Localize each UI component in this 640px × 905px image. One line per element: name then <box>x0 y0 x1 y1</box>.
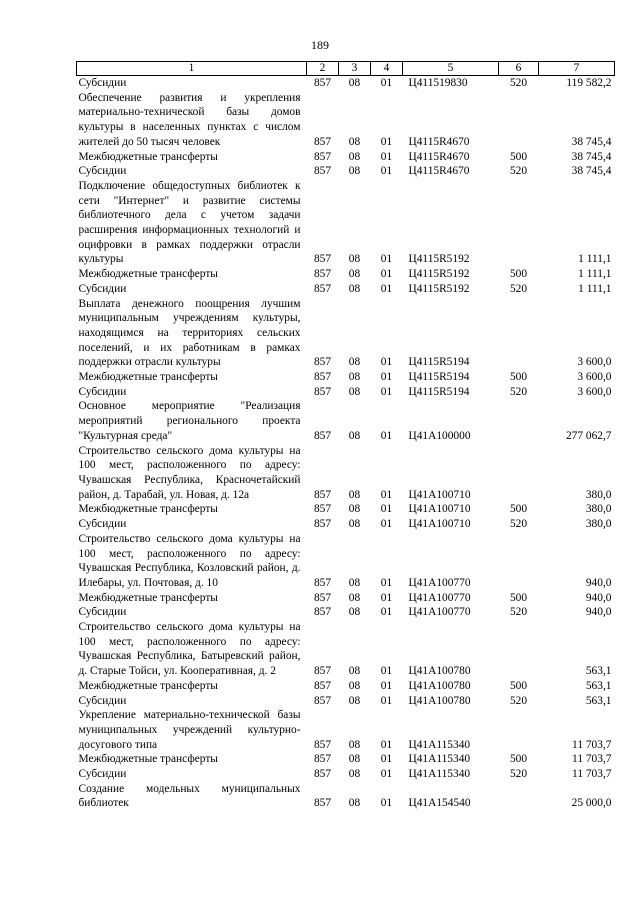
row-target-article: Ц4115R5192 <box>408 282 470 295</box>
row-subsection-code: 01 <box>380 77 393 89</box>
row-target-article: Ц4115R5194 <box>408 371 470 384</box>
row-name: Субсидии <box>78 768 127 781</box>
row-amount: 11 703,7 <box>572 738 612 751</box>
row-ministry-code: 857 <box>313 738 332 751</box>
table-row <box>77 399 615 443</box>
row-amount: 38 745,4 <box>571 165 612 178</box>
row-ministry-code: 857 <box>313 135 332 148</box>
row-target-article: Ц41A100780 <box>408 694 471 707</box>
row-target-article: Ц41A100770 <box>408 591 471 604</box>
row-target-article: Ц4115R5194 <box>408 385 470 398</box>
row-name: Выплата денежного поощрения лучшим муниципальным учреждениям культуры, находящимся на территориях сельских поселений, и их работникам в рамках поддержки отрасли культуры <box>78 297 301 369</box>
row-ministry-code: 857 <box>313 150 332 163</box>
table-row <box>77 620 615 679</box>
row-ministry-code: 857 <box>313 488 332 501</box>
row-amount: 119 582,2 <box>566 77 612 89</box>
row-subsection-code: 01 <box>380 165 393 178</box>
row-amount: 11 703,7 <box>572 768 612 781</box>
row-amount: 38 745,4 <box>571 135 612 148</box>
row-subsection-code: 01 <box>380 150 393 163</box>
row-name: Межбюджетные трансферты <box>78 591 218 604</box>
row-target-article: Ц4115R4670 <box>408 150 470 163</box>
row-subsection-code: 01 <box>380 797 393 810</box>
header-col-3: 3 <box>339 62 371 76</box>
row-amount: 11 703,7 <box>572 753 612 766</box>
row-target-article: Ц41A115340 <box>408 738 471 751</box>
row-expense-type: 520 <box>509 694 528 707</box>
row-subsection-code: 01 <box>380 606 393 619</box>
row-target-article: Ц41A115340 <box>408 768 471 781</box>
row-section-code: 08 <box>348 356 361 369</box>
table-row <box>77 282 615 297</box>
row-target-article: Ц41A100770 <box>408 606 471 619</box>
header-col-1: 1 <box>77 62 307 76</box>
row-expense-type <box>499 532 539 591</box>
row-section-code: 08 <box>348 768 361 781</box>
row-section-code: 08 <box>348 282 361 295</box>
row-amount: 380,0 <box>585 518 612 531</box>
row-subsection-code: 01 <box>380 135 393 148</box>
row-ministry-code: 857 <box>313 165 332 178</box>
row-name: Субсидии <box>78 282 127 295</box>
row-expense-type: 500 <box>509 371 528 384</box>
table-row <box>77 605 615 620</box>
row-section-code: 08 <box>348 371 361 384</box>
row-amount: 380,0 <box>585 503 612 516</box>
page-number: 189 <box>311 38 329 52</box>
row-subsection-code: 01 <box>380 665 393 678</box>
row-target-article: Ц4115R5192 <box>408 253 470 266</box>
row-ministry-code: 857 <box>313 753 332 766</box>
row-subsection-code: 01 <box>380 738 393 751</box>
row-target-article: Ц41A100710 <box>408 503 471 516</box>
row-amount: 38 745,4 <box>571 150 612 163</box>
row-target-article: Ц41A100770 <box>408 576 471 589</box>
row-target-article: Ц41A100710 <box>408 488 471 501</box>
table-row <box>77 767 615 782</box>
table-row <box>77 297 615 371</box>
row-ministry-code: 857 <box>313 356 332 369</box>
row-amount: 563,1 <box>585 665 612 678</box>
row-subsection-code: 01 <box>380 282 393 295</box>
row-expense-type <box>499 708 539 752</box>
row-expense-type: 520 <box>509 768 528 781</box>
row-section-code: 08 <box>348 385 361 398</box>
table-row <box>77 532 615 591</box>
row-expense-type <box>499 782 539 811</box>
row-amount: 1 111,1 <box>578 253 612 266</box>
row-section-code: 08 <box>348 503 361 516</box>
row-name: Субсидии <box>78 165 127 178</box>
table-row <box>77 267 615 282</box>
table-row <box>77 370 615 385</box>
row-name: Субсидии <box>78 518 127 531</box>
header-col-7: 7 <box>539 62 615 76</box>
row-name: Субсидии <box>78 694 127 707</box>
row-name: Строительство сельского дома культуры на 100 мест, расположенного по адресу: Чувашская Республика, Батыревский район, д. Старые Тойси, ул. Кооперативная, д. 2 <box>78 621 301 678</box>
row-ministry-code: 857 <box>313 503 332 516</box>
row-ministry-code: 857 <box>313 371 332 384</box>
table-row <box>77 91 615 150</box>
row-amount: 1 111,1 <box>578 282 612 295</box>
row-section-code: 08 <box>348 165 361 178</box>
row-ministry-code: 857 <box>313 429 332 442</box>
row-expense-type: 500 <box>509 679 528 692</box>
header-col-2: 2 <box>307 62 339 76</box>
row-ministry-code: 857 <box>313 606 332 619</box>
row-name: Межбюджетные трансферты <box>78 268 218 281</box>
row-name: Субсидии <box>78 606 127 619</box>
row-target-article: Ц41A100000 <box>408 429 471 442</box>
table-row <box>77 517 615 532</box>
row-section-code: 08 <box>348 268 361 281</box>
row-subsection-code: 01 <box>380 385 393 398</box>
row-section-code: 08 <box>348 135 361 148</box>
row-amount: 940,0 <box>585 606 612 619</box>
row-name: Межбюджетные трансферты <box>78 371 218 384</box>
row-section-code: 08 <box>348 576 361 589</box>
row-name: Создание модельных муниципальных библиотек <box>78 782 301 810</box>
table-row <box>77 694 615 709</box>
row-name: Основное мероприятие "Реализация мероприятий регионального проекта "Культурная среда" <box>78 400 301 442</box>
row-name: Межбюджетные трансферты <box>78 150 218 163</box>
row-name: Строительство сельского дома культуры на 100 мест, расположенного по адресу: Чувашская Республика, Красночетайский район, д. Тарабай, ул. Новая, д. 12а <box>78 444 301 501</box>
row-section-code: 08 <box>348 738 361 751</box>
row-expense-type <box>499 444 539 503</box>
row-subsection-code: 01 <box>380 679 393 692</box>
row-expense-type: 520 <box>509 385 528 398</box>
row-ministry-code: 857 <box>313 282 332 295</box>
row-amount: 380,0 <box>585 488 612 501</box>
budget-table <box>76 61 615 811</box>
table-header <box>77 62 615 76</box>
row-target-article: Ц41A100710 <box>408 518 471 531</box>
row-subsection-code: 01 <box>380 253 393 266</box>
table-row <box>77 782 615 811</box>
table-row <box>77 150 615 165</box>
row-expense-type <box>499 620 539 679</box>
row-ministry-code: 857 <box>313 679 332 692</box>
row-expense-type: 500 <box>509 591 528 604</box>
row-target-article: Ц411519830 <box>408 77 468 89</box>
table-row <box>77 708 615 752</box>
row-ministry-code: 857 <box>313 268 332 281</box>
row-ministry-code: 857 <box>313 694 332 707</box>
row-amount: 563,1 <box>585 679 612 692</box>
row-name: Межбюджетные трансферты <box>78 679 218 692</box>
row-subsection-code: 01 <box>380 518 393 531</box>
row-amount: 3 600,0 <box>577 371 612 384</box>
row-target-article: Ц4115R5194 <box>408 356 470 369</box>
row-section-code: 08 <box>348 694 361 707</box>
row-section-code: 08 <box>348 77 361 89</box>
row-ministry-code: 857 <box>313 665 332 678</box>
row-target-article: Ц41A115340 <box>408 753 471 766</box>
row-expense-type: 500 <box>509 753 528 766</box>
table-row <box>77 164 615 179</box>
row-subsection-code: 01 <box>380 488 393 501</box>
row-ministry-code: 857 <box>313 797 332 810</box>
header-row <box>77 62 615 76</box>
row-section-code: 08 <box>348 253 361 266</box>
row-section-code: 08 <box>348 150 361 163</box>
row-name: Субсидии <box>78 77 127 89</box>
table-row <box>77 502 615 517</box>
row-section-code: 08 <box>348 518 361 531</box>
row-amount: 25 000,0 <box>571 797 612 810</box>
row-name: Подключение общедоступных библиотек к сети "Интернет" и развитие системы библиотечного дела с учетом задачи расширения информационных технологий и оцифровки в рамках поддержки отрасли культуры <box>78 179 301 266</box>
row-section-code: 08 <box>348 429 361 442</box>
row-amount: 3 600,0 <box>577 385 612 398</box>
row-section-code: 08 <box>348 679 361 692</box>
row-expense-type: 500 <box>509 268 528 281</box>
row-name: Укрепление материально-технической базы муниципальных учреждений культурно-досугового типа <box>78 709 301 751</box>
row-amount: 940,0 <box>585 591 612 604</box>
row-amount: 277 062,7 <box>565 429 612 442</box>
table-body <box>77 76 615 812</box>
header-col-6: 6 <box>499 62 539 76</box>
row-target-article: Ц41A100780 <box>408 679 471 692</box>
row-subsection-code: 01 <box>380 429 393 442</box>
row-target-article: Ц41A100780 <box>408 665 471 678</box>
row-subsection-code: 01 <box>380 268 393 281</box>
row-ministry-code: 857 <box>313 253 332 266</box>
table-row <box>77 752 615 767</box>
row-subsection-code: 01 <box>380 356 393 369</box>
row-subsection-code: 01 <box>380 768 393 781</box>
row-section-code: 08 <box>348 665 361 678</box>
row-section-code: 08 <box>348 797 361 810</box>
row-amount: 1 111,1 <box>578 268 612 281</box>
row-name: Субсидии <box>78 385 127 398</box>
row-ministry-code: 857 <box>313 385 332 398</box>
row-subsection-code: 01 <box>380 591 393 604</box>
row-ministry-code: 857 <box>313 576 332 589</box>
row-expense-type <box>499 297 539 371</box>
table-row <box>77 179 615 267</box>
row-target-article: Ц4115R5192 <box>408 268 470 281</box>
row-amount: 3 600,0 <box>577 356 612 369</box>
table-row <box>77 76 615 91</box>
row-section-code: 08 <box>348 606 361 619</box>
table-row <box>77 385 615 400</box>
row-amount: 563,1 <box>585 694 612 707</box>
row-subsection-code: 01 <box>380 576 393 589</box>
row-target-article: Ц41A154540 <box>408 797 471 810</box>
row-ministry-code: 857 <box>313 591 332 604</box>
row-subsection-code: 01 <box>380 694 393 707</box>
row-section-code: 08 <box>348 488 361 501</box>
table-row <box>77 679 615 694</box>
table-row <box>77 591 615 606</box>
row-name: Обеспечение развития и укрепления материально-технической базы домов культуры в населенных пунктах с числом жителей до 50 тысяч человек <box>78 91 301 148</box>
header-col-4: 4 <box>371 62 403 76</box>
row-ministry-code: 857 <box>313 518 332 531</box>
row-name: Строительство сельского дома культуры на 100 мест, расположенного по адресу: Чувашская Республика, Козловский район, д. Илебары, ул. Почтовая, д. 10 <box>78 532 301 589</box>
row-section-code: 08 <box>348 591 361 604</box>
row-subsection-code: 01 <box>380 503 393 516</box>
row-expense-type <box>499 179 539 267</box>
row-ministry-code: 857 <box>313 768 332 781</box>
header-col-5: 5 <box>403 62 499 76</box>
row-expense-type: 520 <box>509 606 528 619</box>
row-expense-type <box>499 399 539 443</box>
row-expense-type: 500 <box>509 150 528 163</box>
row-name: Межбюджетные трансферты <box>78 753 218 766</box>
row-subsection-code: 01 <box>380 753 393 766</box>
row-target-article: Ц4115R4670 <box>408 135 470 148</box>
row-target-article: Ц4115R4670 <box>408 165 470 178</box>
row-expense-type: 520 <box>509 165 528 178</box>
row-expense-type: 500 <box>509 503 528 516</box>
row-subsection-code: 01 <box>380 371 393 384</box>
table-row <box>77 444 615 503</box>
row-section-code: 08 <box>348 753 361 766</box>
row-expense-type: 520 <box>509 77 528 89</box>
row-name: Межбюджетные трансферты <box>78 503 218 516</box>
row-ministry-code: 857 <box>313 77 332 89</box>
row-expense-type: 520 <box>509 282 528 295</box>
row-expense-type <box>499 91 539 150</box>
row-amount: 940,0 <box>585 576 612 589</box>
row-expense-type: 520 <box>509 518 528 531</box>
